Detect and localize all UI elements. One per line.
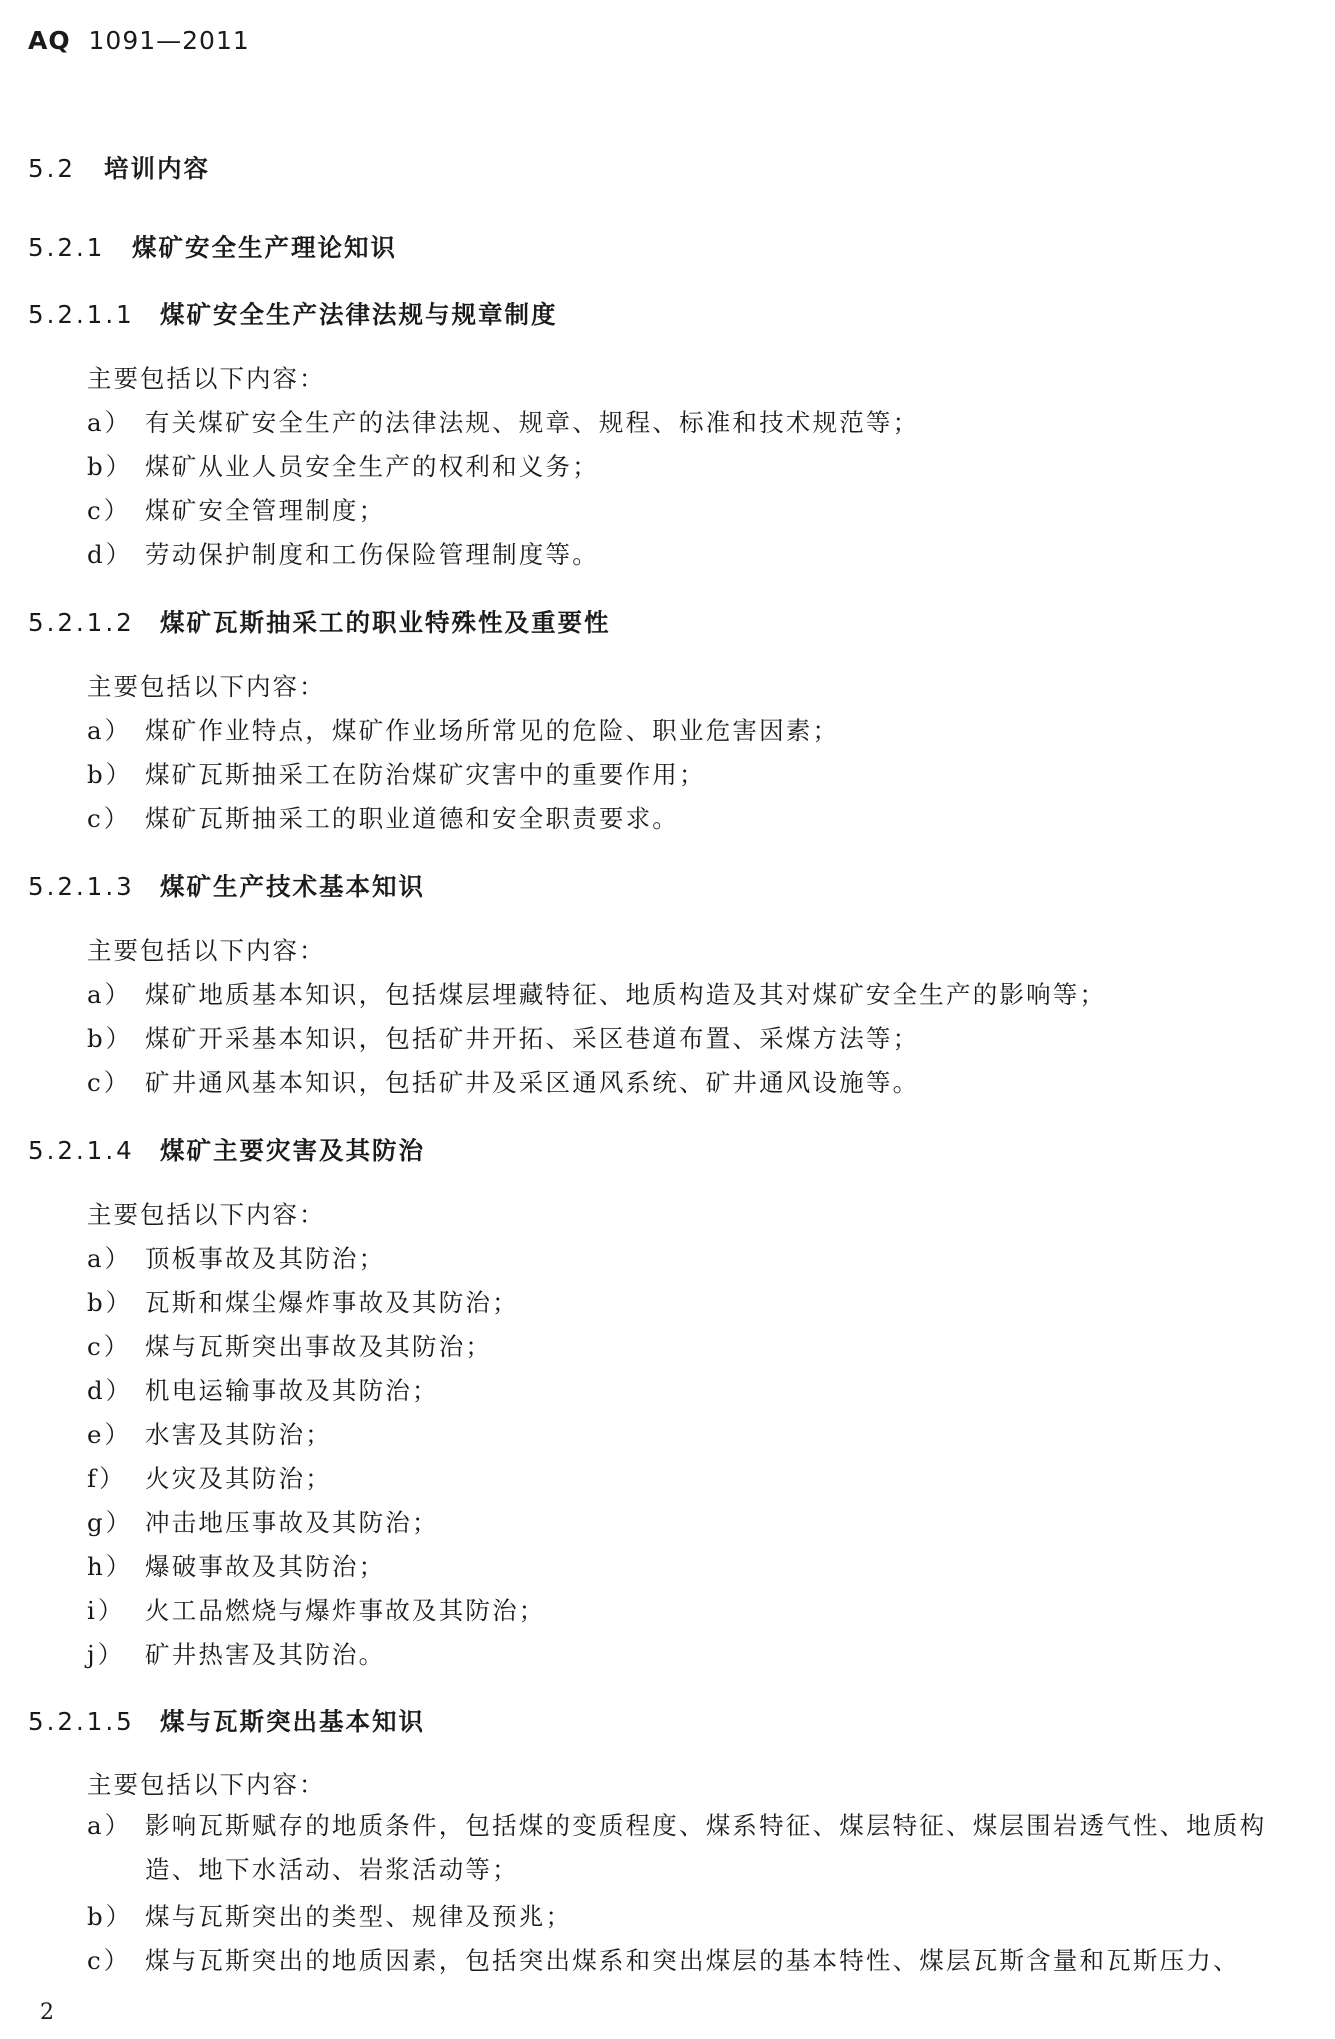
page-number: 2 xyxy=(40,2000,54,2025)
list-text: 顶板事故及其防治； xyxy=(145,1244,386,1273)
list-text: 煤矿从业人员安全生产的权利和义务； xyxy=(145,452,599,481)
list-marker: i） xyxy=(87,1596,126,1625)
clause-heading xyxy=(28,1703,425,1738)
section-number: 5.2 xyxy=(28,154,76,183)
clause-intro: 主要包括以下内容： xyxy=(87,936,326,965)
list-marker: j） xyxy=(87,1640,126,1669)
list-text: 有关煤矿安全生产的法律法规、规章、规程、标准和技术规范等； xyxy=(145,408,920,437)
list-text: 火工品燃烧与爆炸事故及其防治； xyxy=(145,1596,546,1625)
list-item xyxy=(87,976,1106,1011)
clause-intro: 主要包括以下内容： xyxy=(87,1200,326,1229)
list-marker: d） xyxy=(87,540,134,569)
list-item xyxy=(87,536,599,571)
list-marker: c） xyxy=(87,496,132,525)
list-marker: b） xyxy=(87,1288,134,1317)
subsection-heading xyxy=(28,229,397,264)
clause-intro: 主要包括以下内容： xyxy=(87,364,326,393)
list-item xyxy=(87,712,839,747)
list-item xyxy=(87,1284,519,1319)
list-item xyxy=(87,1504,439,1539)
list-marker: c） xyxy=(87,1332,132,1361)
document-code-number: 1091—2011 xyxy=(88,26,250,55)
clause-title: 煤与瓦斯突出基本知识 xyxy=(160,1707,425,1736)
clause-number: 5.2.1.1 xyxy=(28,300,135,329)
clause-title: 煤矿瓦斯抽采工的职业特殊性及重要性 xyxy=(160,608,611,637)
list-text: 矿井通风基本知识，包括矿井及采区通风系统、矿井通风设施等。 xyxy=(145,1068,920,1097)
clause-heading xyxy=(28,1132,425,1167)
list-marker: g） xyxy=(87,1508,134,1537)
list-text: 爆破事故及其防治； xyxy=(145,1552,386,1581)
list-marker: a） xyxy=(87,716,133,745)
clause-title: 煤矿生产技术基本知识 xyxy=(160,872,425,901)
clause-number: 5.2.1.2 xyxy=(28,608,135,637)
clause-intro: 主要包括以下内容： xyxy=(87,672,326,701)
list-marker: b） xyxy=(87,452,134,481)
clause-number: 5.2.1.4 xyxy=(28,1136,135,1165)
list-text: 煤与瓦斯突出事故及其防治； xyxy=(145,1332,493,1361)
list-text: 煤矿地质基本知识，包括煤层埋藏特征、地质构造及其对煤矿安全生产的影响等； xyxy=(145,980,1107,1009)
list-item xyxy=(87,1064,919,1099)
list-marker: c） xyxy=(87,1946,132,1975)
list-marker: a） xyxy=(87,980,133,1009)
list-text: 煤与瓦斯突出的地质因素，包括突出煤系和突出煤层的基本特性、煤层瓦斯含量和瓦斯压力、 xyxy=(145,1946,1240,1975)
list-marker: d） xyxy=(87,1376,134,1405)
list-marker: a） xyxy=(87,1244,133,1273)
list-text: 火灾及其防治； xyxy=(145,1464,332,1493)
list-item xyxy=(87,1240,385,1275)
list-text: 水害及其防治； xyxy=(145,1420,332,1449)
list-marker: a） xyxy=(87,1811,133,1840)
list-text: 影响瓦斯赋存的地质条件，包括煤的变质程度、煤系特征、煤层特征、煤层围岩透气性、地质构造、地下水活动、岩浆活动等； xyxy=(145,1811,1267,1884)
list-marker: a） xyxy=(87,408,133,437)
section-heading xyxy=(28,150,210,185)
list-text: 煤矿开采基本知识，包括矿井开拓、采区巷道布置、采煤方法等； xyxy=(145,1024,920,1053)
list-item xyxy=(87,1372,439,1407)
list-text: 瓦斯和煤尘爆炸事故及其防治； xyxy=(145,1288,519,1317)
clause-title: 煤矿主要灾害及其防治 xyxy=(160,1136,425,1165)
list-item xyxy=(87,800,679,835)
section-title: 培训内容 xyxy=(104,154,210,183)
subsection-number: 5.2.1 xyxy=(28,233,106,262)
list-item xyxy=(87,1416,332,1451)
list-marker: f） xyxy=(87,1464,127,1493)
list-item xyxy=(87,1328,492,1363)
clause-intro: 主要包括以下内容： xyxy=(87,1770,326,1799)
clause-heading xyxy=(28,868,425,903)
list-item xyxy=(87,1020,919,1055)
clause-heading xyxy=(28,604,611,639)
list-item xyxy=(87,756,706,791)
list-item xyxy=(87,1898,572,1933)
list-marker: e） xyxy=(87,1420,132,1449)
list-text: 矿井热害及其防治。 xyxy=(145,1640,386,1669)
subsection-title: 煤矿安全生产理论知识 xyxy=(132,233,397,262)
list-item xyxy=(87,404,919,439)
list-item xyxy=(87,1460,332,1495)
list-text: 煤与瓦斯突出的类型、规律及预兆； xyxy=(145,1902,573,1931)
list-item xyxy=(87,1804,1317,1892)
list-marker: b） xyxy=(87,760,134,789)
list-text: 冲击地压事故及其防治； xyxy=(145,1508,439,1537)
list-item xyxy=(87,1592,546,1627)
list-item xyxy=(87,448,599,483)
list-text: 煤矿瓦斯抽采工在防治煤矿灾害中的重要作用； xyxy=(145,760,706,789)
clause-heading xyxy=(28,296,558,331)
list-text: 煤矿瓦斯抽采工的职业道德和安全职责要求。 xyxy=(145,804,679,833)
list-marker: b） xyxy=(87,1902,134,1931)
list-text: 煤矿作业特点，煤矿作业场所常见的危险、职业危害因素； xyxy=(145,716,840,745)
list-item xyxy=(87,1942,1240,1977)
list-item xyxy=(87,492,385,527)
document-code-prefix: AQ xyxy=(28,26,71,55)
list-marker: h） xyxy=(87,1552,134,1581)
list-item xyxy=(87,1548,385,1583)
document-code xyxy=(28,26,250,55)
clause-number: 5.2.1.3 xyxy=(28,872,135,901)
list-marker: b） xyxy=(87,1024,134,1053)
list-marker: c） xyxy=(87,804,132,833)
list-marker: c） xyxy=(87,1068,132,1097)
clause-title: 煤矿安全生产法律法规与规章制度 xyxy=(160,300,558,329)
list-text: 煤矿安全管理制度； xyxy=(145,496,386,525)
list-text: 机电运输事故及其防治； xyxy=(145,1376,439,1405)
clause-number: 5.2.1.5 xyxy=(28,1707,135,1736)
list-text: 劳动保护制度和工伤保险管理制度等。 xyxy=(145,540,599,569)
list-item xyxy=(87,1636,385,1671)
